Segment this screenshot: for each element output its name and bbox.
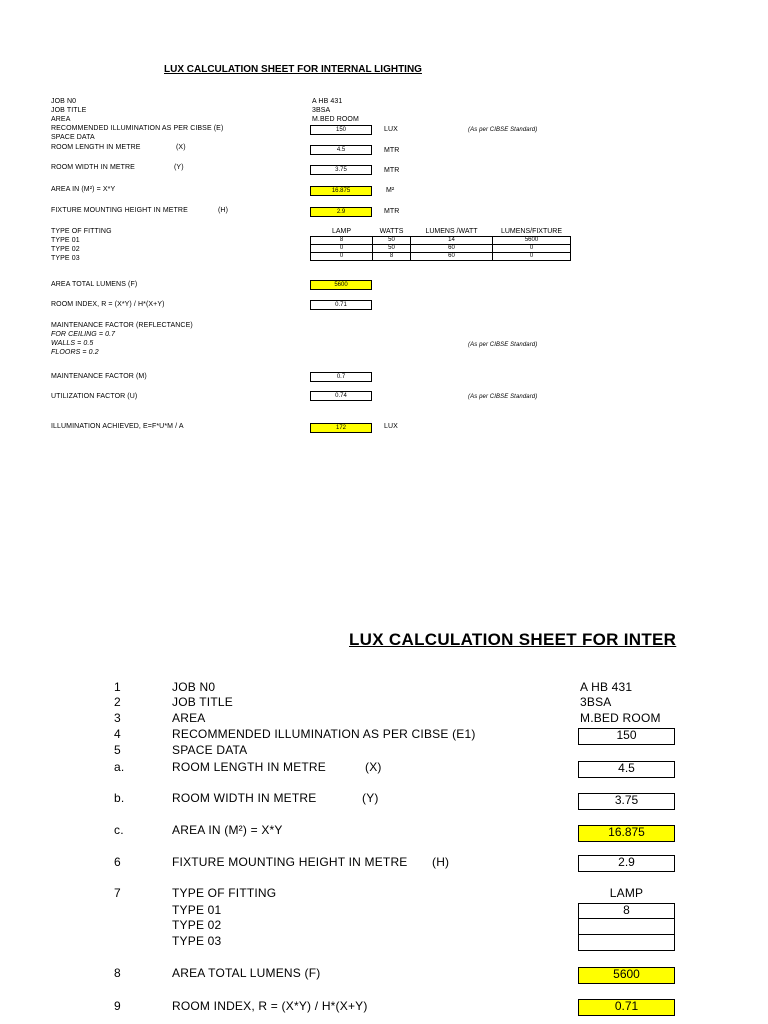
large-title: LUX CALCULATION SHEET FOR INTER — [349, 630, 677, 649]
cell-room-length-large[interactable]: 4.5 — [578, 761, 675, 778]
row-var: (H) — [432, 855, 450, 869]
label-mf: MAINTENANCE FACTOR (M) — [51, 373, 147, 380]
row-label: AREA TOTAL LUMENS (F) — [172, 966, 321, 980]
row-num: 7 — [114, 886, 121, 900]
label-space-data: SPACE DATA — [51, 134, 95, 141]
row-num: 3 — [114, 711, 121, 725]
row-var: (Y) — [362, 791, 379, 805]
row-label: JOB TITLE — [172, 695, 233, 709]
table-cell[interactable]: 0 — [493, 253, 571, 261]
cell-recommended-large[interactable]: 150 — [578, 728, 675, 745]
row-num: 4 — [114, 727, 121, 741]
header-watts: WATTS — [379, 228, 404, 235]
cell-mounting-large[interactable]: 2.9 — [578, 855, 675, 872]
label-ceiling: FOR CEILING = 0.7 — [51, 331, 116, 338]
var-mounting: (H) — [218, 207, 229, 214]
label-type03: TYPE 03 — [51, 255, 80, 262]
row-label: TYPE 03 — [172, 934, 222, 948]
row-label: RECOMMENDED ILLUMINATION AS PER CIBSE (E1) — [172, 727, 476, 741]
row-num: 2 — [114, 695, 121, 709]
table-row — [311, 253, 571, 261]
cell-total-lumens[interactable]: 5600 — [310, 280, 372, 290]
label-type01: TYPE 01 — [51, 237, 80, 244]
label-area-in: AREA IN (M²) = X*Y — [51, 186, 116, 193]
cell-achieved[interactable]: 172 — [310, 423, 372, 433]
row-value: M.BED ROOM — [580, 711, 661, 725]
value-area: M.BED ROOM — [312, 116, 359, 123]
table-cell[interactable]: 60 — [411, 253, 493, 261]
row-num: a. — [114, 760, 125, 774]
row-var: (X) — [365, 760, 382, 774]
label-area: AREA — [51, 116, 71, 123]
row-num: 6 — [114, 855, 121, 869]
header-lamp: LAMP — [331, 228, 352, 235]
row-num: c. — [114, 823, 124, 837]
cell-uf[interactable]: 0.74 — [310, 391, 372, 401]
row-num: 5 — [114, 743, 121, 757]
cell-room-index[interactable]: 0.71 — [310, 300, 372, 310]
unit-mtr-2: MTR — [384, 167, 400, 174]
cell-area-in-large[interactable]: 16.875 — [578, 825, 675, 842]
table-row — [311, 245, 571, 253]
var-room-width: (Y) — [174, 164, 184, 171]
row-label: JOB N0 — [172, 680, 216, 694]
table-cell[interactable]: 8 — [373, 253, 411, 261]
table-cell[interactable]: 0 — [311, 245, 373, 253]
row-num: 8 — [114, 966, 121, 980]
value-job-no: A HB 431 — [312, 98, 343, 105]
unit-m2: M² — [386, 187, 395, 194]
cell-total-lumens-large[interactable]: 5600 — [578, 967, 675, 984]
label-room-index: ROOM INDEX, R = (X*Y) / H*(X+Y) — [51, 301, 165, 308]
row-label: AREA IN (M²) = X*Y — [172, 823, 283, 837]
label-room-length: ROOM LENGTH IN METRE — [51, 144, 141, 151]
table-cell[interactable]: 0 — [311, 253, 373, 261]
note-cibse-3: (As per CIBSE Standard) — [468, 394, 538, 400]
row-label: AREA — [172, 711, 206, 725]
cell-room-index-large[interactable]: 0.71 — [578, 999, 675, 1016]
label-mounting: FIXTURE MOUNTING HEIGHT IN METRE — [51, 207, 188, 214]
row-label: TYPE 02 — [172, 918, 222, 932]
fitting-table — [310, 227, 571, 261]
table-cell[interactable]: 14 — [411, 237, 493, 245]
table-cell[interactable]: 8 — [311, 237, 373, 245]
label-walls: WALLS = 0.5 — [51, 340, 94, 347]
note-cibse-2: (As per CIBSE Standard) — [468, 342, 538, 348]
unit-lux-1: LUX — [384, 126, 398, 133]
label-achieved: ILLUMINATION ACHIEVED, E=F*U*M / A — [51, 423, 184, 430]
row-label: TYPE 01 — [172, 903, 222, 917]
row-label: ROOM LENGTH IN METRE — [172, 760, 327, 774]
row-label: ROOM INDEX, R = (X*Y) / H*(X+Y) — [172, 999, 368, 1013]
table-cell[interactable]: 0 — [493, 245, 571, 253]
row-label: TYPE OF FITTING — [172, 886, 277, 900]
value-job-title: 3BSA — [312, 107, 331, 114]
cell-room-width[interactable]: 3.75 — [310, 165, 372, 175]
cell-type03-lamp[interactable] — [578, 934, 675, 951]
header-lamp-large: LAMP — [609, 886, 644, 900]
row-num: 9 — [114, 999, 121, 1013]
row-num: b. — [114, 791, 125, 805]
cell-type01-lamp[interactable]: 8 — [578, 903, 675, 919]
label-type02: TYPE 02 — [51, 246, 80, 253]
table-row — [311, 237, 571, 245]
row-value: 3BSA — [580, 695, 612, 709]
unit-mtr-1: MTR — [384, 147, 400, 154]
var-room-length: (X) — [176, 144, 186, 151]
label-type-of-fitting: TYPE OF FITTING — [51, 228, 112, 235]
cell-mf[interactable]: 0.7 — [310, 372, 372, 382]
small-title: LUX CALCULATION SHEET FOR INTERNAL LIGHTING — [164, 64, 422, 75]
cell-room-width-large[interactable]: 3.75 — [578, 793, 675, 810]
label-job-title: JOB TITLE — [51, 107, 87, 114]
label-job-no: JOB N0 — [51, 98, 77, 105]
cell-room-length[interactable]: 4.5 — [310, 145, 372, 155]
cell-mounting[interactable]: 2.9 — [310, 207, 372, 217]
row-label: FIXTURE MOUNTING HEIGHT IN METRE — [172, 855, 408, 869]
cell-area-in[interactable]: 16.875 — [310, 186, 372, 196]
header-lumens-fixture: LUMENS/FIXTURE — [500, 228, 563, 235]
row-num: 1 — [114, 680, 121, 694]
table-cell[interactable]: 50 — [373, 237, 411, 245]
row-label: ROOM WIDTH IN METRE — [172, 791, 317, 805]
row-label: SPACE DATA — [172, 743, 248, 757]
table-cell[interactable]: 60 — [411, 245, 493, 253]
label-total-lumens: AREA TOTAL LUMENS (F) — [51, 281, 138, 288]
header-lumens-watt: LUMENS /WATT — [425, 228, 478, 235]
table-cell[interactable]: 5600 — [493, 237, 571, 245]
label-mf-reflectance: MAINTENANCE FACTOR (REFLECTANCE) — [51, 322, 193, 329]
table-cell[interactable]: 50 — [373, 245, 411, 253]
unit-lux-2: LUX — [384, 423, 398, 430]
fitting-table-header — [311, 227, 571, 237]
cell-recommended[interactable]: 150 — [310, 125, 372, 135]
label-room-width: ROOM WIDTH IN METRE — [51, 164, 135, 171]
label-recommended: RECOMMENDED ILLUMINATION AS PER CIBSE (E) — [51, 125, 224, 132]
unit-mtr-3: MTR — [384, 208, 400, 215]
note-cibse-1: (As per CIBSE Standard) — [468, 127, 538, 133]
cell-type02-lamp[interactable] — [578, 918, 675, 935]
label-uf: UTILIZATION FACTOR (U) — [51, 393, 138, 400]
row-value: A HB 431 — [580, 680, 633, 694]
label-floors: FLOORS = 0.2 — [51, 349, 99, 356]
